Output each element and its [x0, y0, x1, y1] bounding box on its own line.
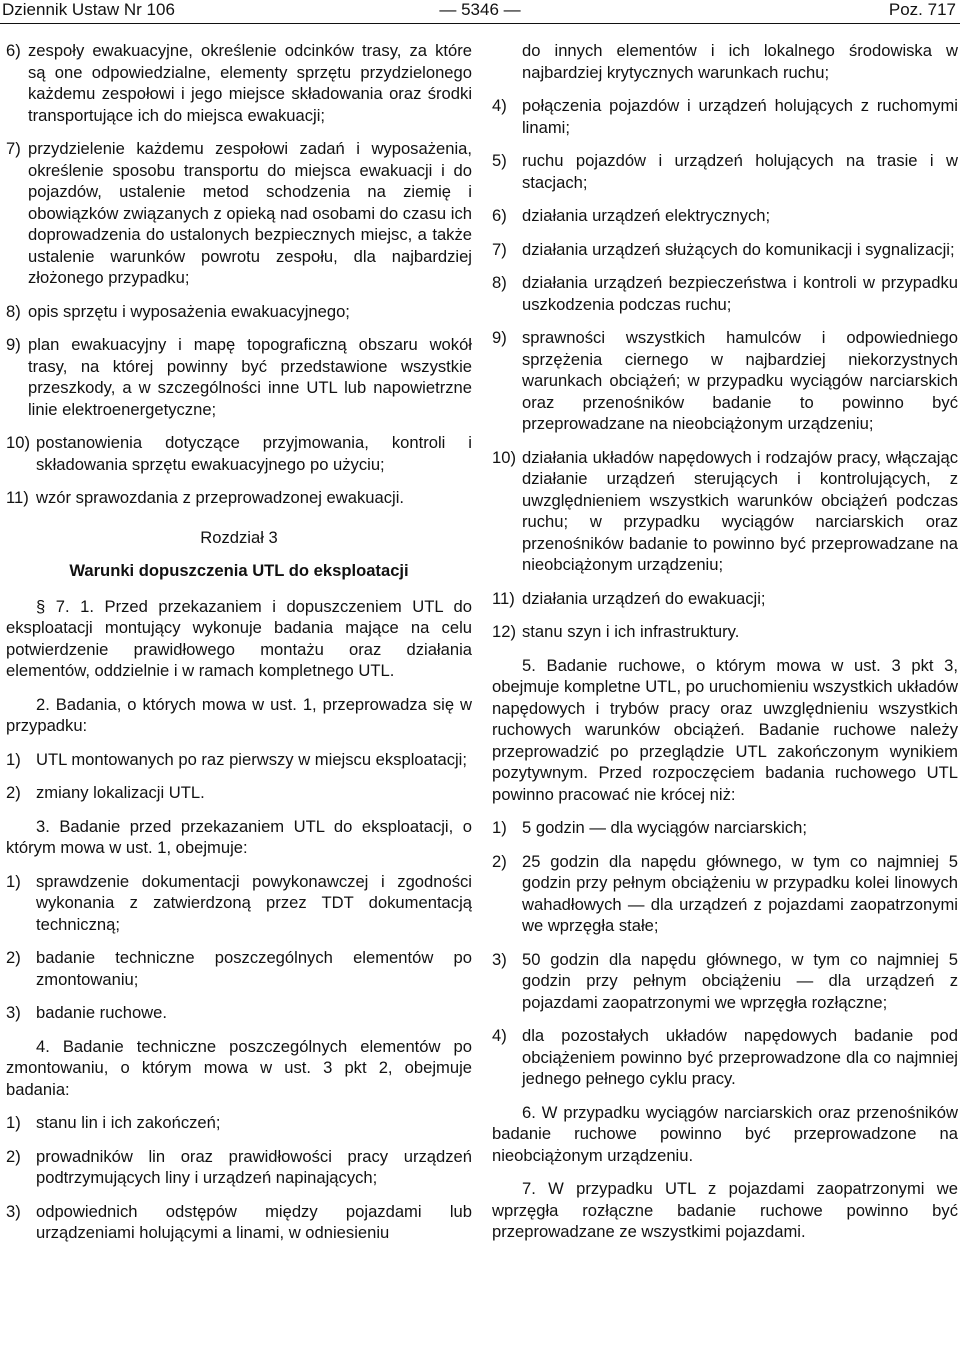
list-item: [6, 487, 472, 509]
item-number: 2): [6, 948, 21, 967]
page-number: — 5346 —: [439, 0, 521, 19]
item-text: stanu lin i ich zakończeń;: [36, 1113, 221, 1132]
list-item: [6, 749, 472, 771]
list-item: [492, 239, 958, 261]
paragraph-3: 3. Badanie przed przekazaniem UTL do eksploatacji, o którym mowa w ust. 1, obejmuje:: [6, 816, 472, 857]
list-item: [6, 334, 472, 420]
paragraph-5: 5. Badanie ruchowe, o którym mowa w ust. 3 pkt 3, obejmuje kompletne UTL, po uruchomieniu wszystkich układów napędowych i trybów pracy oraz uwzględnieniu wszystkich ruchowych warunków obciążeń. Badanie ruchowe należy przeprowadzić po przeglądzie UTL zakończonym wynikiem pozytywnym. Przed rozpoczęciem badania ruchowego UTL powinno pracować nie krócej niż:: [492, 655, 958, 804]
chapter-heading: Rozdział 3: [200, 527, 278, 547]
list-item: [492, 851, 958, 937]
item-number: 2): [6, 1146, 21, 1166]
item-text: ruchu pojazdów i urządzeń holujących na trasie i w stacjach;: [522, 151, 958, 192]
item-number: 10): [6, 433, 30, 452]
item-number: 4): [492, 1026, 507, 1045]
list-item: [492, 272, 958, 315]
list-item: [6, 301, 472, 323]
item-number: 2): [6, 783, 21, 802]
continuation-text: do innych elementów i ich lokalnego środowiska w najbardziej krytycznych warunkach ruchu;: [522, 41, 958, 82]
list-item: [492, 150, 958, 193]
item-text: plan ewakuacyjny i mapę topograficzną obszaru wokół trasy, na której powinny być przedstawione wszystkie przeszkody, a w szczególności inne UTL lub napowietrzne linie elektroenergetyczne;: [28, 335, 472, 419]
right-column: [492, 40, 958, 1255]
item-text: działania układów napędowych i rodzajów pracy, włączając działanie urządzeń sterujących i kontrolujących, z uwzględnieniem wszystkich warunków obciążeń podczas ruchu; w przypadku wyciągów narciarskich oraz przenośników badanie to powinno być przeprowadzane na nieobciążonym urządzeniu;: [522, 447, 958, 574]
item-text: postanowienia dotyczące przyjmowania, kontroli i składowania sprzętu ewakuacyjnego po użyciu;: [36, 433, 472, 474]
item-number: 11): [6, 488, 29, 507]
list-item: [6, 782, 472, 804]
position-number: Poz. 717: [888, 0, 956, 19]
item-text: wzór sprawozdania z przeprowadzonej ewakuacji.: [36, 488, 405, 507]
list-item: [6, 1112, 472, 1134]
item-number: 6): [492, 206, 507, 225]
item-text: zespoły ewakuacyjne, określenie odcinków trasy, za które są one odpowiedzialne, elementy sprzętu przydzielonego każdemu zespołowi i jego miejsce składowania oraz środki transportujące ich do miejsca ewakuacji;: [28, 41, 472, 125]
item-text: prowadników lin oraz prawidłowości pracy urządzeń podtrzymujących liny i urządzeń napinających;: [36, 1146, 472, 1187]
list-item: [492, 588, 958, 610]
item-text: przydzielenie każdemu zespołowi zadań i wyposażenia, określenie sposobu transportu do miejsca ewakuacji i do pojazdów, ustalenie metod schodzenia na ziemię i obowiązków związanych z opieką nad osobami do czasu ich doprowadzenia do ustalonych bezpiecznych miejsc, a także ustalenie warunków powrotu zespołu, dla najbardziej złożonego przypadku;: [28, 139, 472, 287]
item-number: 1): [6, 871, 21, 891]
item-text: zmiany lokalizacji UTL.: [36, 783, 205, 802]
item-text: działania urządzeń elektrycznych;: [522, 206, 771, 225]
journal-title: Dziennik Ustaw Nr 106: [2, 0, 175, 19]
list-item: [6, 947, 472, 990]
paragraph-1: § 7. 1. Przed przekazaniem i dopuszczeniem UTL do eksploatacji montujący wykonuje badania mające na celu potwierdzenie prawidłowego montażu oraz działania elementów, oddzielnie i w ramach kompletnego UTL.: [6, 596, 472, 680]
item-number: 6): [6, 41, 21, 60]
list-item: [492, 621, 958, 643]
item-number: 5): [492, 151, 507, 170]
item-number: 1): [492, 818, 507, 837]
item-text: działania urządzeń służących do komunikacji i sygnalizacji;: [522, 239, 955, 259]
list-item: [492, 1025, 958, 1090]
list-item: [6, 432, 472, 475]
item-number: 10): [492, 447, 516, 467]
paragraph-2: 2. Badania, o których mowa w ust. 1, przeprowadza się w przypadku:: [6, 694, 472, 735]
item-number: 1): [6, 749, 21, 769]
item-number: 9): [6, 335, 21, 354]
item-number: 3): [6, 1003, 21, 1022]
item-text: dla pozostałych układów napędowych badanie pod obciążeniem powinno być przeprowadzone dla co najmniej jednego pełnego cyklu pracy.: [522, 1026, 958, 1088]
list-item: [492, 95, 958, 138]
list-item: [492, 205, 958, 227]
item-text: odpowiednich odstępów między pojazdami lub urządzeniami holującymi a linami, w odniesieniu: [36, 1201, 472, 1242]
item-text: stanu szyn i ich infrastruktury.: [522, 622, 740, 641]
list-item: [492, 949, 958, 1014]
list-item: [6, 40, 472, 126]
item-number: 9): [492, 328, 507, 347]
paragraph-6: 6. W przypadku wyciągów narciarskich oraz przenośników badanie ruchowe powinno być przeprowadzone na nieobciążonym urządzeniu.: [492, 1102, 958, 1165]
item-text: sprawdzenie dokumentacji powykonawczej i zgodności wykonania z zatwierdzoną przez TDT dokumentacją techniczną;: [36, 871, 472, 934]
item-text: połączenia pojazdów i urządzeń holujących z ruchomymi linami;: [522, 96, 958, 137]
item-number: 3): [492, 949, 507, 969]
list-item: [6, 1201, 472, 1244]
list-item: [492, 447, 958, 576]
item-text: działania urządzeń bezpieczeństwa i kontroli w przypadku uszkodzenia podczas ruchu;: [522, 273, 958, 314]
chapter-title: Warunki dopuszczenia UTL do eksploatacji: [69, 561, 409, 580]
item-number: 3): [6, 1201, 21, 1221]
item-text: 50 godzin dla napędu głównego, w tym co najmniej 5 godzin przy pełnym obciążeniu — dla urządzeń z pojazdami zaopatrzonymi we wprzęgła rozłączne;: [522, 949, 958, 1012]
list-item: [492, 327, 958, 435]
list-item: [6, 1002, 472, 1024]
list-item: [6, 138, 472, 289]
paragraph-4: 4. Badanie techniczne poszczególnych elementów po zmontowaniu, o którym mowa w ust. 3 pkt 2, obejmuje badania:: [6, 1036, 472, 1099]
item-text: działania urządzeń do ewakuacji;: [522, 588, 766, 608]
left-column: [6, 40, 472, 1256]
item-number: 7): [492, 239, 507, 259]
header-rule: [0, 23, 960, 24]
item-text: UTL montowanych po raz pierwszy w miejscu eksploatacji;: [36, 749, 467, 769]
item-number: 8): [6, 301, 21, 321]
item-number: 2): [492, 851, 507, 871]
item-number: 1): [6, 1113, 21, 1132]
item-number: 8): [492, 273, 507, 292]
item-text: sprawności wszystkich hamulców i odpowiedniego sprzężenia ciernego w najbardziej niekorzystnych warunkach obciążeń; w przypadku wyciągów narciarskich oraz przenośników badanie to powinno być przeprowadzane na nieobciążonym urządzeniu;: [522, 328, 958, 433]
item-text: 25 godzin dla napędu głównego, w tym co najmniej 5 godzin przy pełnym obciążeniu w przypadku kolei linowych wahadłowych — dla urządzeń z pojazdami zaopatrzonymi we wprzęgła stałe;: [522, 851, 958, 935]
page-header: [0, 0, 960, 24]
list-item: [492, 817, 958, 839]
item-text: badanie ruchowe.: [36, 1003, 167, 1022]
item-number: 4): [492, 96, 507, 115]
item-number: 12): [492, 622, 516, 641]
item-number: 11): [492, 588, 515, 608]
list-item: [6, 1146, 472, 1189]
item-text: 5 godzin — dla wyciągów narciarskich;: [522, 818, 807, 837]
paragraph-7: 7. W przypadku UTL z pojazdami zaopatrzonymi we wprzęgła rozłączne badanie ruchowe powinno być przeprowadzane ze wszystkimi pojazdami.: [492, 1179, 958, 1241]
list-item: [6, 871, 472, 936]
item-number: 7): [6, 139, 21, 158]
item-text: badanie techniczne poszczególnych elementów po zmontowaniu;: [36, 948, 472, 989]
item-text: opis sprzętu i wyposażenia ewakuacyjnego;: [28, 301, 350, 321]
